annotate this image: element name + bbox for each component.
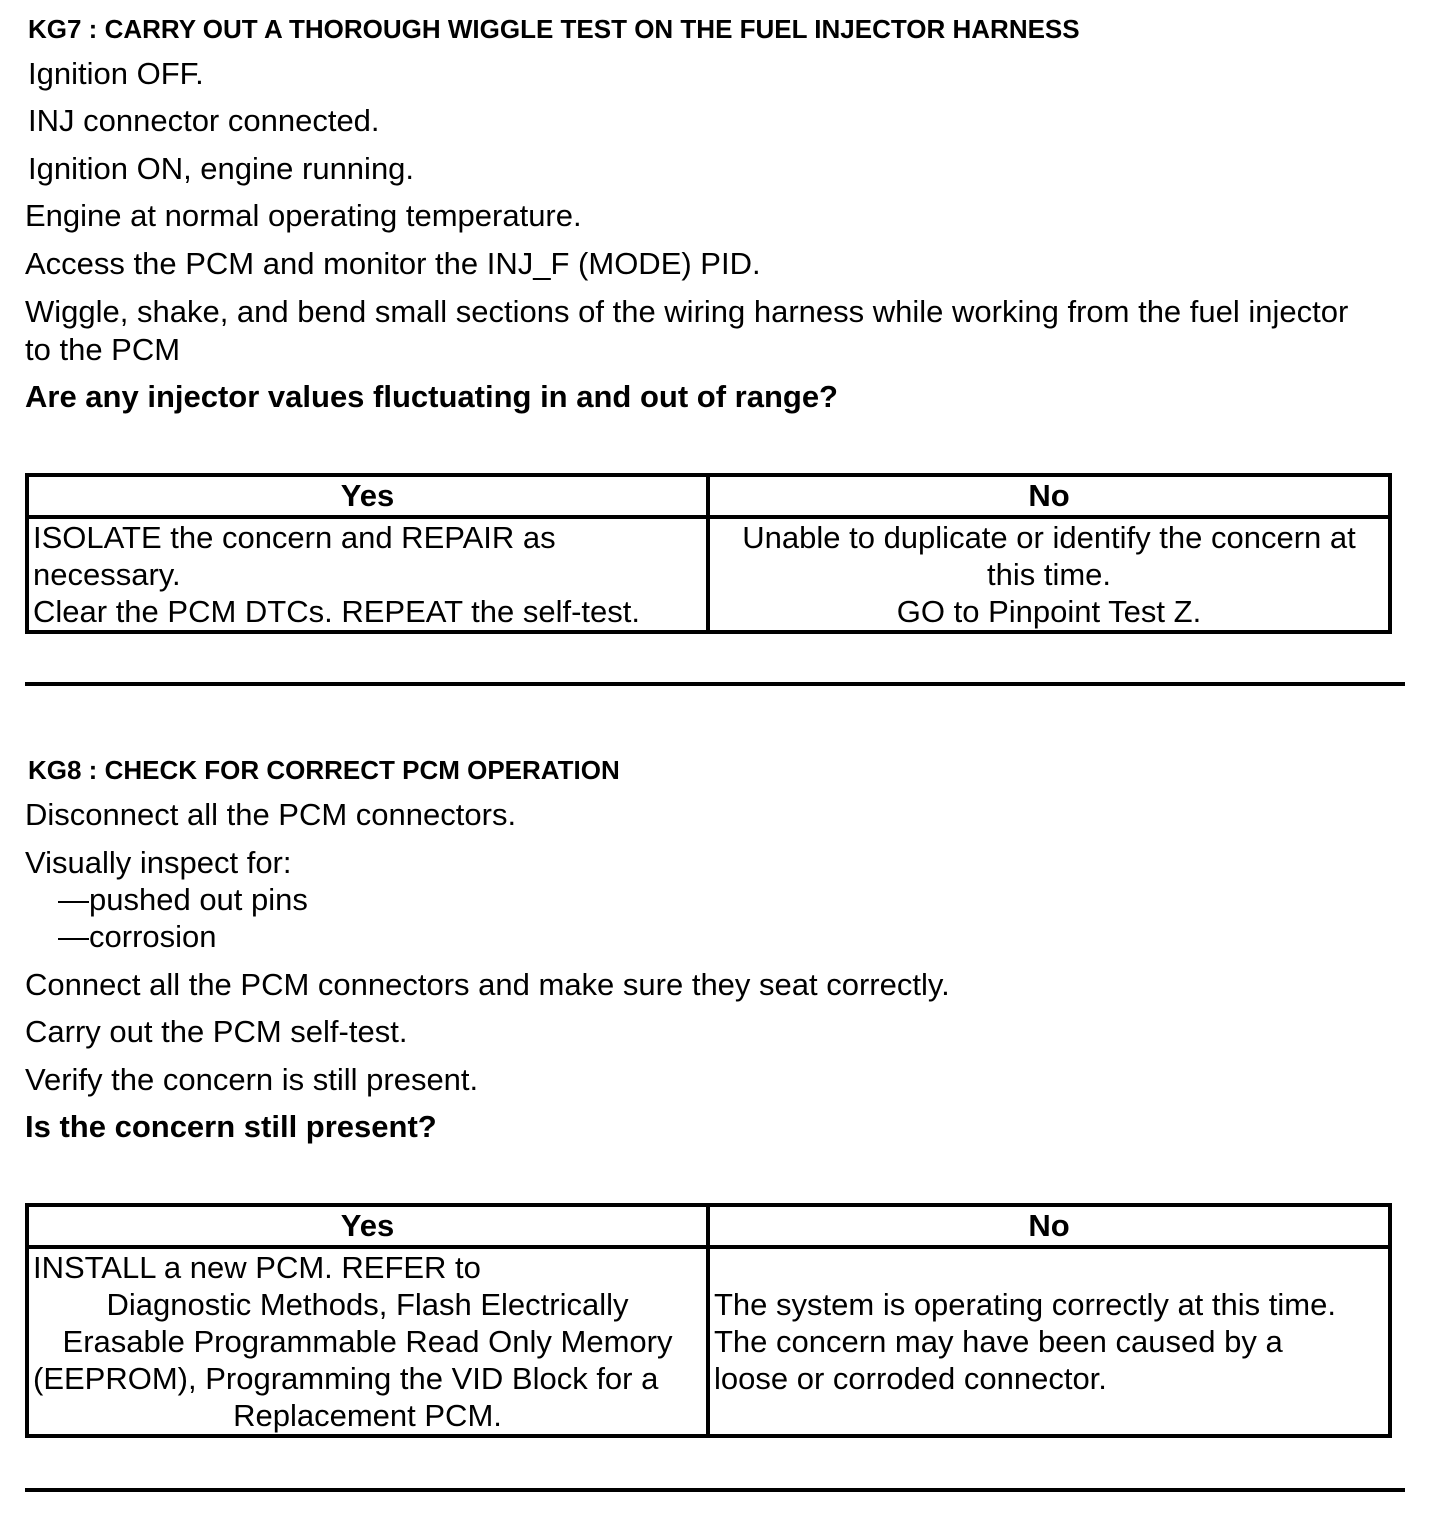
kg8-heading: KG8 : CHECK FOR CORRECT PCM OPERATION <box>28 755 620 785</box>
kg8-no-header: No <box>708 1205 1390 1247</box>
kg8-yes-line: Diagnostic Methods, Flash Electrically <box>106 1287 629 1322</box>
kg7-question: Are any injector values fluctuating in and out of range? <box>25 379 838 414</box>
kg8-step-self-test: Carry out the PCM self-test. <box>25 1014 408 1049</box>
kg8-yes-line: INSTALL a new PCM. REFER to <box>33 1250 481 1285</box>
kg7-step-ignition-off: Ignition OFF. <box>28 56 204 91</box>
kg8-question: Is the concern still present? <box>25 1109 437 1144</box>
kg8-step-connect: Connect all the PCM connectors and make sure they seat correctly. <box>25 967 950 1002</box>
kg7-step-access-pcm: Access the PCM and monitor the INJ_F (MODE) PID. <box>25 246 761 281</box>
kg7-no-cell <box>708 517 1390 632</box>
kg7-yes-line: Clear the PCM DTCs. REPEAT the self-test. <box>33 594 640 629</box>
kg7-step-wiggle: Wiggle, shake, and bend small sections of the wiring harness while working from the fuel injector to the PCM <box>25 294 1349 367</box>
section-divider <box>25 682 1405 686</box>
kg7-no-header: No <box>708 475 1390 517</box>
kg7-no-line: this time. <box>986 557 1112 592</box>
kg7-yes-line: ISOLATE the concern and REPAIR as <box>33 520 556 555</box>
kg8-yes-line: (EEPROM), Programming the VID Block for a <box>33 1361 659 1396</box>
kg7-step-connector-connected: INJ connector connected. <box>28 103 380 138</box>
kg8-yes-cell <box>27 1247 708 1436</box>
kg8-yes-no-table <box>25 1203 1392 1438</box>
kg8-no-cell <box>708 1247 1390 1436</box>
kg8-step-pushed-out-pins: —pushed out pins <box>58 882 308 917</box>
kg8-step-inspect: Visually inspect for: <box>25 845 292 880</box>
kg7-no-line: Unable to duplicate or identify the concern at <box>742 520 1356 555</box>
kg7-yes-cell <box>27 517 708 632</box>
kg7-yes-header: Yes <box>27 475 708 517</box>
kg8-step-verify: Verify the concern is still present. <box>25 1062 479 1097</box>
kg8-no-line: The system is operating correctly at this time. <box>714 1287 1336 1322</box>
kg8-yes-header: Yes <box>27 1205 708 1247</box>
kg8-yes-line: Erasable Programmable Read Only Memory <box>62 1324 673 1359</box>
kg8-no-line: loose or corroded connector. <box>714 1361 1107 1396</box>
section-divider <box>25 1488 1405 1492</box>
kg7-step-engine-temp: Engine at normal operating temperature. <box>25 198 582 233</box>
kg8-step-disconnect: Disconnect all the PCM connectors. <box>25 797 517 832</box>
kg8-no-line: The concern may have been caused by a <box>714 1324 1283 1359</box>
kg7-no-line: GO to Pinpoint Test Z. <box>896 594 1202 629</box>
kg8-step-corrosion: —corrosion <box>58 919 217 954</box>
kg7-heading: KG7 : CARRY OUT A THOROUGH WIGGLE TEST ON THE FUEL INJECTOR HARNESS <box>28 14 1080 44</box>
kg7-yes-no-table <box>25 473 1392 634</box>
kg8-yes-line: Replacement PCM. <box>233 1398 502 1433</box>
kg7-step-ignition-on: Ignition ON, engine running. <box>28 151 415 186</box>
kg7-yes-line: necessary. <box>33 557 181 592</box>
